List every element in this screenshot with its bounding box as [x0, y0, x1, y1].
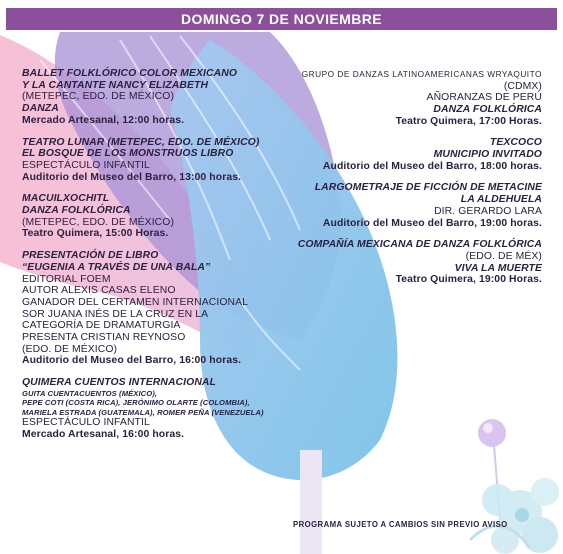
event-line: Mercado Artesanal, 12:00 horas. — [22, 114, 185, 126]
event-line: COMPAÑÍA MEXICANA DE DANZA FOLKLÓRICA — [297, 239, 542, 251]
left-event-column — [22, 68, 297, 451]
event-line: (METEPEC, EDO. DE MÉXICO) — [22, 216, 175, 228]
flower-decoration — [482, 478, 559, 554]
event-block — [286, 239, 542, 286]
event-line: DANZA — [22, 103, 59, 115]
event-line: Auditorio del Museo del Barro, 19:00 horas. — [322, 217, 542, 229]
event-block — [286, 137, 542, 172]
event-line: Mercado Artesanal, 16:00 horas. — [22, 428, 185, 440]
event-line: GANADOR DEL CERTAMEN INTERNACIONAL — [22, 296, 249, 308]
date-title: DOMINGO 7 DE NOVIEMBRE — [181, 11, 382, 27]
event-line: Teatro Quimera, 15:00 Horas. — [22, 228, 169, 240]
event-line: MARIELA ESTRADA (GUATEMALA), ROMER PEÑA (VENEZUELA) — [22, 407, 264, 417]
schedule-change-notice: PROGRAMA SUJETO A CAMBIOS SIN PREVIO AVISO — [293, 520, 508, 529]
event-line: AUTOR ALEXIS CASAS ELENO — [22, 285, 176, 297]
event-line: SOR JUANA INÉS DE LA CRUZ EN LA — [22, 308, 209, 320]
event-line: TEATRO LUNAR (METEPEC, EDO. DE MÉXICO) — [22, 136, 260, 148]
event-line: PEPE COTI (COSTA RICA), JERÓNIMO OLARTE (COLOMBIA), — [22, 398, 250, 408]
event-block — [286, 182, 542, 229]
event-line: PRESENTACIÓN DE LIBRO — [22, 250, 159, 262]
event-line: QUIMERA CUENTOS INTERNACIONAL — [22, 377, 216, 389]
event-line: TEXCOCO — [489, 137, 542, 149]
event-line: “EUGENIA A TRAVÉS DE UNA BALA” — [22, 261, 211, 273]
event-line: LA ALDEHUELA — [460, 194, 542, 206]
event-line: EDITORIAL FOEM — [22, 273, 111, 285]
event-line: (EDO. DE MÉXICO) — [22, 343, 118, 355]
event-line: VIVA LA MUERTE — [454, 262, 542, 274]
event-line: (EDO. DE MÉX) — [465, 250, 542, 262]
event-line: ESPECTÁCULO INFANTIL — [22, 159, 150, 171]
event-line: Teatro Quimera, 19:00 Horas. — [395, 274, 542, 286]
event-line: Y LA CANTANTE NANCY ELIZABETH — [22, 79, 209, 91]
event-line: DANZA FOLKLÓRICA — [22, 205, 131, 217]
event-line: MACUILXOCHITL — [22, 193, 110, 205]
event-line: ESPECTÁCULO INFANTIL — [22, 417, 150, 429]
event-line: AÑORANZAS DE PERÚ — [426, 92, 542, 104]
event-block — [22, 137, 297, 184]
event-line: DANZA FOLKLÓRICA — [433, 103, 542, 115]
event-line: GUITA CUENTACUENTOS (MÉXICO), — [22, 388, 158, 398]
event-line: DIR. GERARDO LARA — [434, 205, 542, 217]
event-line: Auditorio del Museo del Barro, 16:00 horas. — [22, 355, 242, 367]
event-line: CATEGORÍA DE DRAMATURGIA — [22, 320, 181, 332]
stem-shape — [300, 450, 322, 554]
event-line: LARGOMETRAJE DE FICCIÓN DE METACINE — [314, 182, 542, 194]
event-block — [22, 193, 297, 240]
event-block — [22, 250, 297, 367]
event-line: MUNICIPIO INVITADO — [433, 149, 542, 161]
event-line: BALLET FOLKLÓRICO COLOR MEXICANO — [22, 68, 238, 79]
event-block — [22, 68, 297, 127]
purple-bead-decoration — [478, 419, 506, 447]
event-line: Auditorio del Museo del Barro, 13:00 horas. — [22, 171, 242, 183]
date-header — [6, 8, 557, 30]
event-line: (METEPEC, EDO. DE MÉXICO) — [22, 91, 175, 103]
event-block — [286, 68, 542, 127]
event-line: GRUPO DE DANZAS LATINOAMERICANAS WRYAQUITO — [301, 69, 542, 79]
event-line: (CDMX) — [503, 80, 542, 92]
event-line: PRESENTA CRISTIAN REYNOSO — [22, 332, 186, 344]
event-line: EL BOSQUE DE LOS MONSTRUOS LIBRO — [22, 148, 234, 160]
right-event-column — [286, 68, 542, 296]
event-block — [22, 377, 297, 440]
event-line: Teatro Quimera, 17:00 Horas. — [395, 115, 542, 127]
event-line: Auditorio del Museo del Barro, 18:00 horas. — [322, 160, 542, 172]
